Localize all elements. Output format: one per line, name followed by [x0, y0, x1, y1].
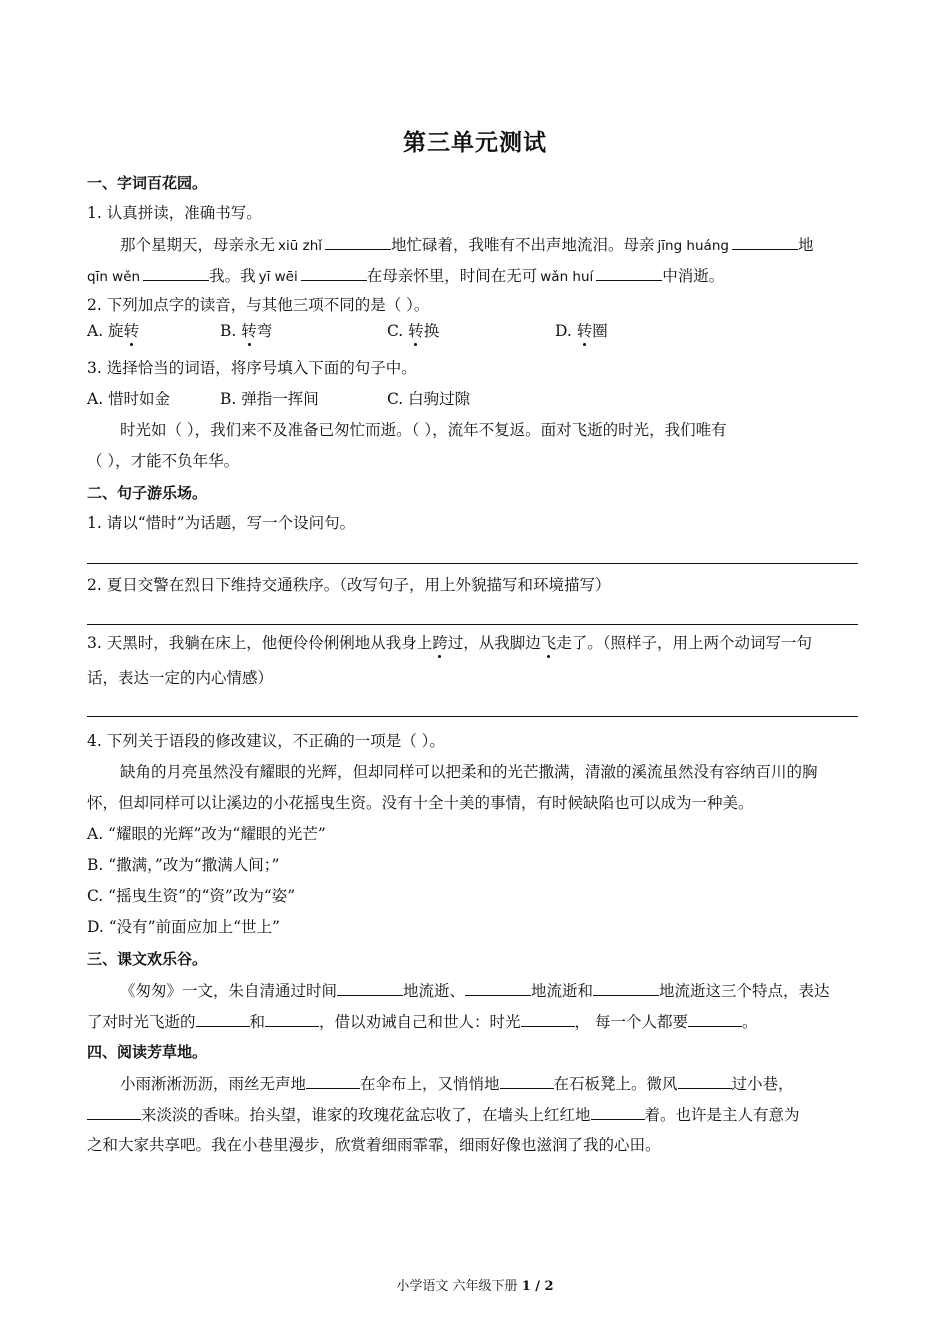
- answer-blank[interactable]: [732, 233, 798, 250]
- option-b[interactable]: B. “撒满，”改为“撒满人间；”: [87, 856, 280, 874]
- question-3-stem: 3. 选择恰当的词语，将序号填入下面的句子中。: [87, 359, 417, 377]
- answer-blank[interactable]: [337, 979, 403, 996]
- section-2-question-1: 1. 请以“惜时”为话题，写一个设问句。: [87, 514, 356, 532]
- section-2-question-4: 4. 下列关于语段的修改建议，不正确的一项是（ ）。: [87, 732, 445, 750]
- section-heading-1: 一、字词百花园。: [87, 174, 208, 192]
- answer-blank[interactable]: [591, 1103, 645, 1120]
- option-a[interactable]: A. “耀眼的光辉”改为“耀眼的光芒”: [87, 825, 326, 843]
- answer-blank[interactable]: [325, 233, 391, 250]
- pinyin-wan-hui: wǎn huí: [540, 269, 594, 285]
- option-d[interactable]: D. 转圈: [555, 322, 608, 340]
- section-4-line-1: 小雨淅淅沥沥，雨丝无声地 在伞布上，又悄悄地 在石板凳上。微风 过小巷，: [120, 1072, 867, 1095]
- footer-subject: 小学语文 六年级下册: [396, 1279, 518, 1294]
- section-4-line-2: 来淡淡的香味。抬头望，谁家的玫瑰花盆忘收了，在墙头上红红地 着。也许是主人有意为: [87, 1103, 867, 1126]
- answer-blank[interactable]: [593, 979, 659, 996]
- answer-blank[interactable]: [521, 1010, 575, 1027]
- answer-blank[interactable]: [87, 1103, 141, 1120]
- question-3-sentence-1: 时光如（ ），我们来不及准备已匆忙而逝。（ ），流年不复返。面对飞逝的时光，我们唯有: [120, 421, 727, 439]
- section-3-line-2: 了对时光飞逝的 和 ，借以劝诫自己和世人：时光 ， 每一个人都要 。: [87, 1010, 867, 1033]
- answer-line[interactable]: [87, 563, 858, 564]
- question-1-stem: 1. 认真拼读，准确书写。: [87, 204, 262, 222]
- option-b[interactable]: B. 转弯: [220, 322, 273, 340]
- page-footer: [0, 1275, 950, 1294]
- answer-blank[interactable]: [196, 1010, 250, 1027]
- answer-blank[interactable]: [500, 1072, 554, 1089]
- answer-blank[interactable]: [265, 1010, 319, 1027]
- option-b[interactable]: B. 弹指一挥间: [220, 390, 319, 408]
- section-2-question-3: 3. 天黑时，我躺在床上，他便伶伶俐俐地从我身上跨过，从我脚边飞走了。（照样子，用上两个动词写一句: [87, 634, 813, 652]
- question-3-sentence-2: （ ），才能不负年华。: [87, 452, 240, 470]
- pinyin-qin-wen: qīn wěn: [87, 269, 141, 285]
- answer-blank[interactable]: [301, 264, 367, 281]
- section-heading-2: 二、句子游乐场。: [87, 484, 208, 502]
- page-title: 第三单元测试: [403, 130, 547, 156]
- section-heading-4: 四、阅读芳草地。: [87, 1043, 208, 1061]
- section-2-question-3-cont: 话，表达一定的内心情感）: [87, 669, 274, 687]
- section-4-line-3: 之和大家共享吧。我在小巷里漫步，欣赏着细雨霏霏，细雨好像也滋润了我的心田。: [87, 1136, 661, 1154]
- page-number: 1 / 2: [521, 1279, 554, 1294]
- pinyin-xiu-zhi: xiū zhǐ: [278, 238, 322, 254]
- answer-line[interactable]: [87, 624, 858, 625]
- question-1-line-2: qīn wěn 我。我 yī wēi 在母亲怀里，时间在无可 wǎn huí 中消逝。: [87, 264, 867, 288]
- option-c[interactable]: C. 白驹过隙: [387, 390, 471, 408]
- question-1-line-1: 那个星期天，母亲永无 xiū zhǐ 地忙碌着，我唯有不出声地流泪。母亲 jīng huáng 地: [120, 233, 867, 257]
- answer-blank[interactable]: [306, 1072, 360, 1089]
- answer-line[interactable]: [87, 716, 858, 717]
- answer-blank[interactable]: [596, 264, 662, 281]
- option-c[interactable]: C. “摇曳生资”的“资”改为“姿”: [87, 887, 296, 905]
- option-c[interactable]: C. 转换: [387, 322, 440, 340]
- option-a[interactable]: A. 惜时如金: [87, 390, 171, 408]
- answer-blank[interactable]: [688, 1010, 742, 1027]
- pinyin-jing-huang: jīng huáng: [657, 238, 729, 254]
- paragraph-line-2: 怀，但却同样可以让溪边的小花摇曳生资。没有十全十美的事情，有时候缺陷也可以成为一种美。: [87, 794, 754, 812]
- section-heading-3: 三、课文欢乐谷。: [87, 950, 208, 968]
- section-3-line-1: 《匆匆》一文，朱自清通过时间 地流逝、 地流逝和 地流逝这三个特点，表达: [120, 979, 867, 1002]
- option-a[interactable]: A. 旋转: [87, 322, 140, 340]
- section-2-question-2: 2. 夏日交警在烈日下维持交通秩序。（改写句子，用上外貌描写和环境描写）: [87, 576, 611, 594]
- question-2-stem: 2. 下列加点字的读音，与其他三项不同的是（ ）。: [87, 296, 430, 314]
- paragraph-line-1: 缺角的月亮虽然没有耀眼的光辉，但却同样可以把柔和的光芒撒满，清澈的溪流虽然没有容纳百川的胸: [120, 763, 818, 781]
- answer-blank[interactable]: [678, 1072, 732, 1089]
- pinyin-yi-wei: yī wēi: [258, 269, 298, 285]
- answer-blank[interactable]: [465, 979, 531, 996]
- answer-blank[interactable]: [143, 264, 209, 281]
- option-d[interactable]: D. “没有”前面应加上“世上”: [87, 918, 280, 936]
